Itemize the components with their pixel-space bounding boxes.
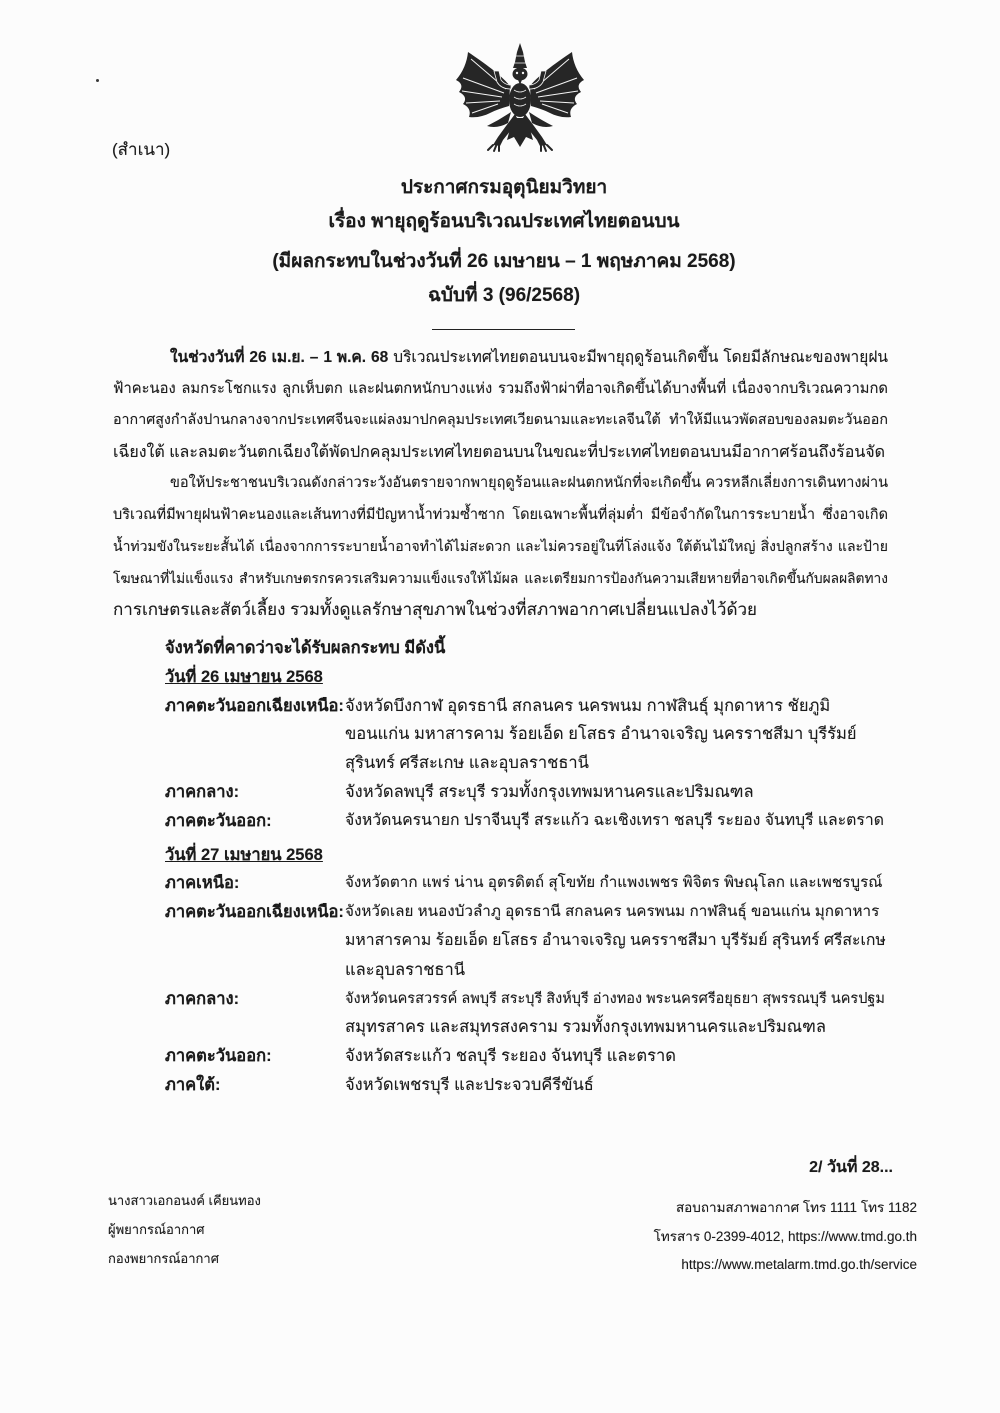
province-list	[345, 807, 888, 836]
paragraph-line	[113, 500, 888, 532]
province-line	[345, 1042, 888, 1071]
line-text: อากาศสูงกำลังปานกลางจากประเทศจีนจะแผ่ลงมาปกคลุมประเทศเวียดนามและทะเลจีนใต้ ทำให้มีแนวพัดสอบของลมตะวันออก	[113, 412, 888, 428]
line-text: โฆษณาที่ไม่แข็งแรง สำหรับเกษตรกรควรเสริมความแข็งแรงให้ไม้ผล และเตรียมการป้องกันความเสียหายที่อาจเกิดขึ้นกับผลผลิตทาง	[113, 570, 888, 586]
continued-line	[700, 1156, 893, 1180]
province-text: และอุบลราชธานี	[345, 960, 466, 979]
province-line	[345, 692, 888, 721]
region-label-text: ภาคตะวันออกเฉียงเหนือ:	[165, 903, 344, 922]
line-text: เฉียงใต้ และลมตะวันตกเฉียงใต้พัดปกคลุมประเทศไทยตอนบนในขณะที่ประเทศไทยตอนบนมีอากาศร้อนถึงร้อนจัด	[113, 443, 886, 461]
impact-date-text: วันที่ 26 เมษายน 2568	[165, 667, 323, 686]
contact-fax-web-text: โทรสาร 0-2399-4012, https://www.tmd.go.th	[653, 1228, 917, 1244]
province-list	[345, 985, 888, 1043]
province-text: จังหวัดลพบุรี สระบุรี รวมทั้งกรุงเทพมหานครและปริมณฑล	[345, 782, 754, 801]
province-line	[345, 1071, 888, 1100]
impact-date	[165, 841, 888, 870]
province-list	[345, 778, 888, 807]
province-list	[345, 869, 888, 898]
province-text: สมุทรสาคร และสมุทรสงคราม รวมทั้งกรุงเทพมหานครและปริมณฑล	[345, 1018, 826, 1037]
province-line	[345, 720, 888, 749]
line-text: ขอให้ประชาชนบริเวณดังกล่าวระวังอันตรายจากพายุฤดูร้อนและฝนตกหนักที่จะเกิดขึ้น ควรหลีกเลี่ยงการเดินทางผ่าน	[170, 475, 888, 491]
paragraph-line	[113, 468, 888, 500]
region-label-text: ภาคใต้:	[165, 1075, 221, 1094]
signatory-block	[108, 1186, 408, 1273]
province-text: จังหวัดนครนายก ปราจีนบุรี สระแก้ว ฉะเชิงเทรา ชลบุรี ระยอง จันทบุรี และตราด	[345, 811, 884, 829]
paragraph-lead: ในช่วงวันที่ 26 เม.ย. – 1 พ.ค. 68	[170, 349, 389, 366]
garuda-body	[509, 83, 531, 117]
region-label-text: ภาคตะวันออก:	[165, 1047, 272, 1066]
region-label-text: ภาคตะวันออกเฉียงเหนือ:	[165, 696, 344, 715]
region-row	[165, 692, 888, 778]
province-text: มหาสารคาม ร้อยเอ็ด ยโสธร อำนาจเจริญ นครราชสีมา บุรีรัมย์ สุรินทร์ ศรีสะเกษ	[345, 931, 886, 949]
title-agency: ประกาศกรมอุตุนิยมวิทยา	[400, 177, 608, 198]
scan-speck	[96, 79, 99, 82]
region-row	[165, 898, 888, 984]
region-label	[165, 692, 345, 778]
title-divider	[432, 329, 575, 330]
province-list	[345, 898, 888, 984]
impact-date	[165, 663, 888, 692]
region-label	[165, 898, 345, 984]
province-line	[345, 956, 888, 985]
region-label-text: ภาคตะวันออก:	[165, 811, 272, 830]
contact-service-url	[540, 1251, 917, 1280]
title-issue: ฉบับที่ 3 (96/2568)	[427, 285, 581, 306]
copy-mark: (สำเนา)	[112, 140, 171, 159]
province-line	[345, 898, 888, 927]
contact-block	[540, 1194, 917, 1280]
region-row	[165, 778, 888, 807]
province-text: สุรินทร์ ศรีสะเกษ และอุบลราชธานี	[345, 754, 589, 773]
line-text: ฟ้าคะนอง ลมกระโชกแรง ลูกเห็บตก และฝนตกหนักบางแห่ง รวมถึงฟ้าผ่าที่อาจเกิดขึ้นได้บางพื้นที่ เนื่องจากบริเวณความกด	[113, 380, 888, 397]
province-text: จังหวัดนครสวรรค์ ลพบุรี สระบุรี สิงห์บุรี อ่างทอง พระนครศรีอยุธยา สุพรรณบุรี นครปฐม	[345, 990, 885, 1007]
paragraph-line	[113, 563, 888, 595]
contact-hotline	[540, 1194, 917, 1223]
province-line	[345, 927, 888, 956]
impact-heading	[165, 634, 888, 663]
region-label	[165, 807, 345, 836]
garuda-emblem-icon	[452, 42, 588, 154]
impact-heading-text: จังหวัดที่คาดว่าจะได้รับผลกระทบ มีดังนี้	[165, 639, 446, 657]
region-row	[165, 1042, 888, 1071]
affected-provinces	[165, 634, 888, 1100]
region-label-text: ภาคกลาง:	[165, 989, 240, 1008]
region-label	[165, 1071, 345, 1100]
contact-fax-web	[540, 1223, 917, 1252]
announcement-title	[8, 171, 1000, 313]
province-line	[345, 869, 888, 898]
signatory-division	[108, 1244, 408, 1273]
province-line	[345, 985, 888, 1014]
paragraph-line	[113, 531, 888, 563]
province-line	[345, 1013, 888, 1042]
title-subject: เรื่อง พายุฤดูร้อนบริเวณประเทศไทยตอนบน	[328, 211, 680, 232]
impact-date-text: วันที่ 27 เมษายน 2568	[165, 845, 323, 864]
title-period: (มีผลกระทบในช่วงวันที่ 26 เมษายน – 1 พฤษภาคม 2568)	[272, 251, 736, 272]
paragraph-line	[113, 437, 888, 469]
province-text: จังหวัดตาก แพร่ น่าน อุตรดิตถ์ สุโขทัย กำแพงเพชร พิจิตร พิษณุโลก และเพชรบูรณ์	[345, 874, 883, 892]
region-label-text: ภาคเหนือ:	[165, 874, 240, 893]
signatory-position-text: ผู้พยากรณ์อากาศ	[108, 1222, 205, 1237]
region-label	[165, 985, 345, 1043]
contact-hotline-text: สอบถามสภาพอากาศ โทร 1111 โทร 1182	[675, 1200, 917, 1215]
garuda-crown	[513, 43, 527, 68]
region-row	[165, 807, 888, 836]
announcement-body	[113, 342, 888, 626]
province-line	[345, 807, 888, 836]
province-line	[345, 778, 888, 807]
signatory-name	[108, 1186, 408, 1215]
line-text: น้ำท่วมขังในระยะสั้นได้ เนื่องจากการระบายน้ำอาจทำได้ไม่สะดวก และไม่ควรอยู่ในที่โล่งแจ้ง ใต้ต้นไม้ใหญ่ สิ่งปลูกสร้าง และป้าย	[113, 538, 888, 554]
paragraph-line	[113, 594, 888, 626]
province-list	[345, 1071, 888, 1100]
paragraph-line	[113, 374, 888, 406]
region-row	[165, 985, 888, 1043]
line-text: การเกษตรและสัตว์เลี้ยง รวมทั้งดูแลรักษาสุขภาพในช่วงที่สภาพอากาศเปลี่ยนแปลงไว้ด้วย	[113, 600, 758, 619]
signatory-name-text: นางสาวเอกอนงค์ เคียนทอง	[108, 1193, 261, 1208]
region-label	[165, 1042, 345, 1071]
region-row	[165, 1071, 888, 1100]
province-text: จังหวัดสระแก้ว ชลบุรี ระยอง จันทบุรี และตราด	[345, 1047, 676, 1066]
line-text	[170, 349, 888, 366]
continued-text: 2/ วันที่ 28...	[809, 1159, 893, 1176]
province-list	[345, 692, 888, 778]
province-list	[345, 1042, 888, 1071]
paragraph-line	[113, 342, 888, 374]
region-label	[165, 869, 345, 898]
province-text: ขอนแก่น มหาสารคาม ร้อยเอ็ด ยโสธร อำนาจเจริญ นครราชสีมา บุรีรัมย์	[345, 725, 857, 744]
region-label-text: ภาคกลาง:	[165, 782, 240, 801]
signatory-position	[108, 1215, 408, 1244]
signatory-division-text: กองพยากรณ์อากาศ	[108, 1251, 219, 1266]
line-text: บริเวณประเทศไทยตอนบนจะมีพายุฤดูร้อนเกิดขึ้น โดยมีลักษณะของพายุฝน	[393, 349, 889, 366]
region-label	[165, 778, 345, 807]
contact-service-url-text: https://www.metalarm.tmd.go.th/service	[681, 1257, 917, 1272]
province-text: จังหวัดเพชรบุรี และประจวบคีรีขันธ์	[345, 1075, 594, 1094]
line-text: บริเวณที่มีพายุฝนฟ้าคะนองและเส้นทางที่มีปัญหาน้ำท่วมซ้ำซาก โดยเฉพาะพื้นที่ลุ่มต่ำ มีข้อจำกัดในการระบายน้ำ ซึ่งอาจเกิด	[113, 506, 888, 523]
province-text: จังหวัดเลย หนองบัวลำภู อุดรธานี สกลนคร นครพนม กาฬสินธุ์ ขอนแก่น มุกดาหาร	[345, 903, 880, 921]
province-line	[345, 749, 888, 778]
region-row	[165, 869, 888, 898]
paragraph-line	[113, 405, 888, 437]
province-text: จังหวัดบึงกาฬ อุดรธานี สกลนคร นครพนม กาฬสินธุ์ มุกดาหาร ชัยภูมิ	[345, 696, 831, 715]
continued-marker	[700, 1156, 893, 1180]
